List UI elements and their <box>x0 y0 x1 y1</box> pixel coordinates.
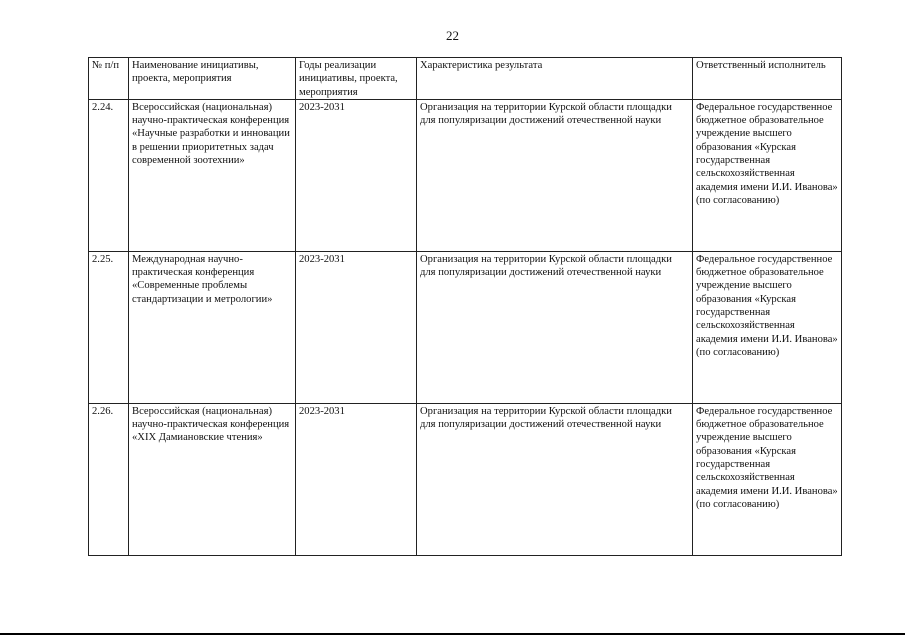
header-num: № п/п <box>89 58 129 100</box>
row-name: Международная научно-практическая конференция «Современные проблемы стандартизации и метрологии» <box>129 251 296 403</box>
row-num: 2.26. <box>89 403 129 555</box>
row-responsible: Федеральное государственное бюджетное образовательное учреждение высшего образования «Курская государственная сельскохозяйственная академия имени И.И. Иванова» (по согласованию) <box>693 403 842 555</box>
row-responsible: Федеральное государственное бюджетное образовательное учреждение высшего образования «Курская государственная сельскохозяйственная академия имени И.И. Иванова» (по согласованию) <box>693 251 842 403</box>
header-years: Годы реализации инициативы, проекта, мероприятия <box>296 58 417 100</box>
table-header-row <box>89 58 842 100</box>
header-name: Наименование инициативы, проекта, мероприятия <box>129 58 296 100</box>
row-name: Всероссийская (национальная) научно-практическая конференция «XIX Дамиановские чтения» <box>129 403 296 555</box>
page-number: 22 <box>446 28 459 43</box>
row-responsible: Федеральное государственное бюджетное образовательное учреждение высшего образования «Курская государственная сельскохозяйственная академия имени И.И. Иванова» (по согласованию) <box>693 99 842 251</box>
table-row <box>89 251 842 403</box>
row-years: 2023-2031 <box>296 403 417 555</box>
row-result: Организация на территории Курской области площадки для популяризации достижений отечественной науки <box>417 99 693 251</box>
table-row <box>89 403 842 555</box>
row-num: 2.25. <box>89 251 129 403</box>
row-years: 2023-2031 <box>296 251 417 403</box>
table-row <box>89 99 842 251</box>
measures-table <box>88 57 842 556</box>
row-num: 2.24. <box>89 99 129 251</box>
row-years: 2023-2031 <box>296 99 417 251</box>
bottom-edge-line <box>0 633 905 635</box>
row-result: Организация на территории Курской области площадки для популяризации достижений отечественной науки <box>417 251 693 403</box>
header-result: Характеристика результата <box>417 58 693 100</box>
row-name: Всероссийская (национальная) научно-практическая конференция «Научные разработки и инновации в решении приоритетных задач современной зоотехнии» <box>129 99 296 251</box>
row-result: Организация на территории Курской области площадки для популяризации достижений отечественной науки <box>417 403 693 555</box>
header-responsible: Ответственный исполнитель <box>693 58 842 100</box>
